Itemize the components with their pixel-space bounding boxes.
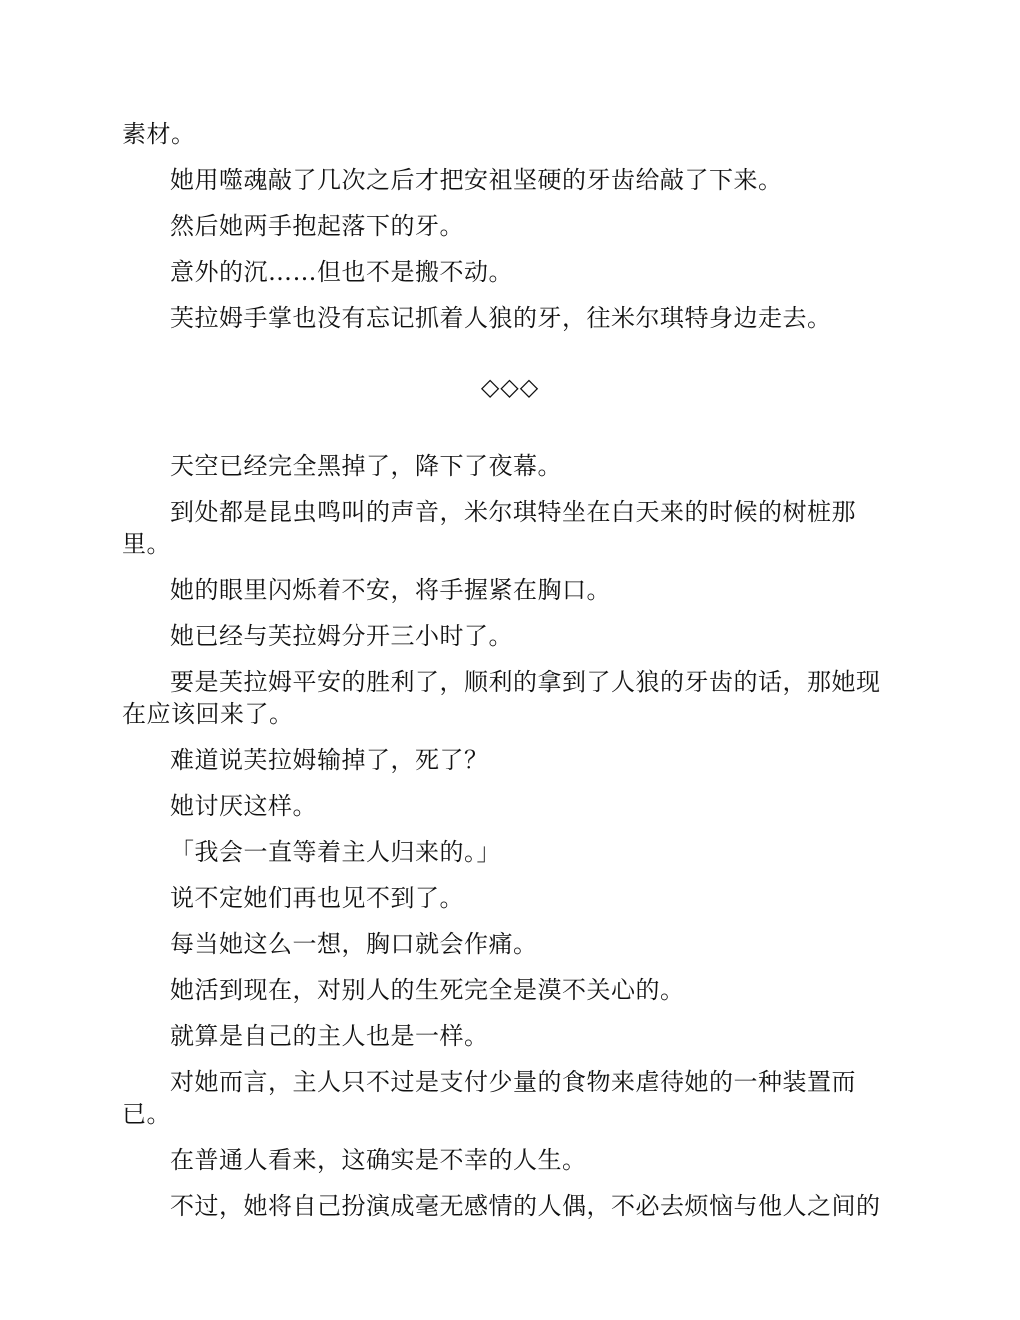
paragraph: 说不定她们再也见不到了。 [170,884,464,912]
paragraph: 不过，她将自己扮演成毫无感情的人偶，不必去烦恼与他人之间的 [170,1192,881,1220]
paragraph: 对她而言，主人只不过是支付少量的食物来虐待她的一种装置而已。 [122,1068,856,1128]
paragraph: 她的眼里闪烁着不安，将手握紧在胸口。 [170,576,611,604]
paragraph: 然后她两手抱起落下的牙。 [170,212,464,240]
paragraph: 要是芙拉姆平安的胜利了，顺利的拿到了人狼的牙齿的话，那她现在应该回来了。 [122,668,881,728]
paragraph: 她活到现在，对别人的生死完全是漠不关心的。 [170,976,685,1004]
scene-break-separator: ◇◇◇ [480,373,540,401]
paragraph: 她用噬魂敲了几次之后才把安祖坚硬的牙齿给敲了下来。 [170,166,783,194]
paragraph: 她讨厌这样。 [170,792,317,820]
paragraph: 难道说芙拉姆输掉了，死了？ [170,746,489,774]
dialogue-paragraph: 「我会一直等着主人归来的。」 [170,838,501,866]
paragraph: 她已经与芙拉姆分开三小时了。 [170,622,513,650]
paragraph: 意外的沉……但也不是搬不动。 [170,258,513,286]
paragraph: 就算是自己的主人也是一样。 [170,1022,489,1050]
paragraph: 天空已经完全黑掉了，降下了夜幕。 [170,452,562,480]
paragraph: 到处都是昆虫鸣叫的声音，米尔琪特坐在白天来的时候的树桩那里。 [122,498,856,558]
document-page [122,118,898,1236]
paragraph: 素材。 [122,120,196,148]
paragraph: 在普通人看来，这确实是不幸的人生。 [170,1146,587,1174]
paragraph: 芙拉姆手掌也没有忘记抓着人狼的牙，往米尔琪特身边走去。 [170,304,832,332]
paragraph: 每当她这么一想，胸口就会作痛。 [170,930,538,958]
